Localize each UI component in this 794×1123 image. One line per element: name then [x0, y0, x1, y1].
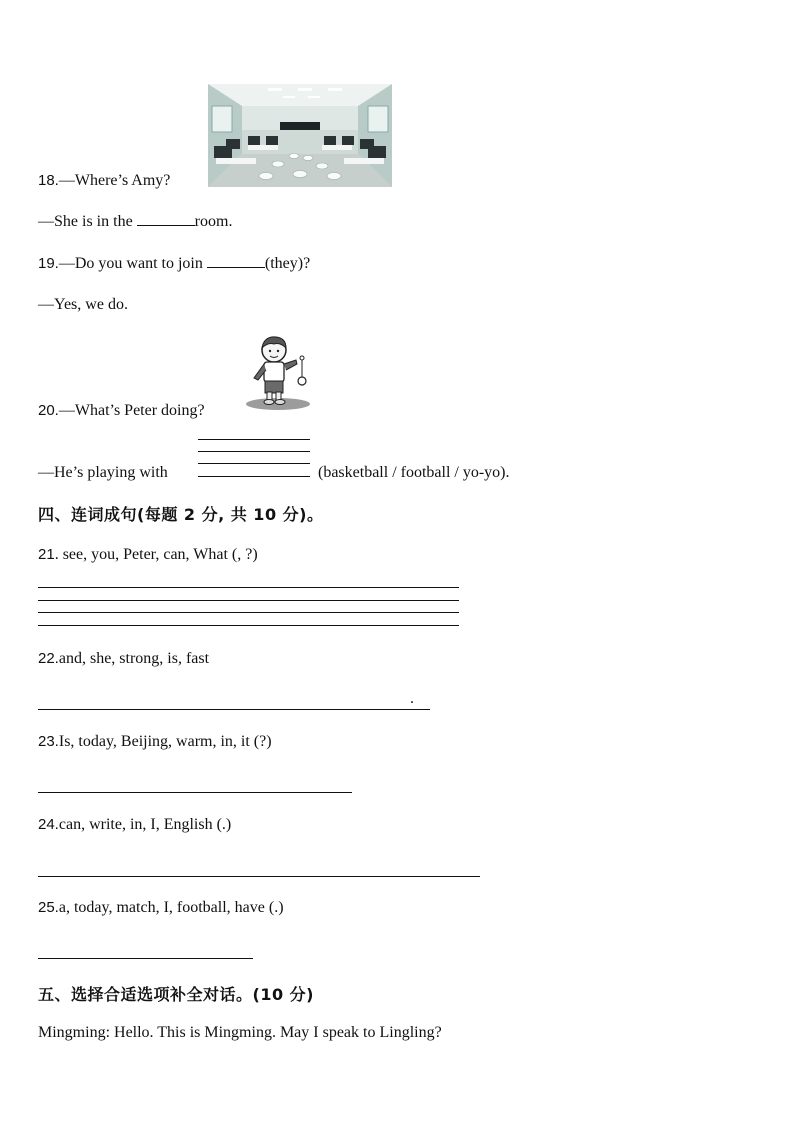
answer-20-prefix: —He’s playing with: [38, 464, 168, 481]
answer-line[interactable]: [38, 792, 352, 793]
question-words: Is, today, Beijing, warm, in, it (?): [58, 733, 272, 750]
question-23: [38, 733, 272, 751]
answer-line[interactable]: [38, 625, 459, 626]
answer-line[interactable]: [38, 958, 253, 959]
answer-line[interactable]: [198, 451, 310, 452]
answer-suffix: room.: [194, 213, 233, 230]
answer-line[interactable]: [198, 463, 310, 464]
boy-yoyo-image: [244, 334, 314, 412]
end-mark: .: [410, 690, 414, 707]
question-22: [38, 650, 209, 668]
question-suffix: (they)?: [264, 255, 311, 272]
answer-line[interactable]: [38, 876, 480, 877]
answer-text: —Yes, we do.: [38, 296, 128, 313]
section-4-title: 四、连词成句(每题 2 分, 共 10 分)。: [38, 505, 324, 524]
question-text: —Where’s Amy?: [58, 172, 171, 189]
answer-line[interactable]: [38, 587, 459, 588]
computer-room-image: [208, 84, 392, 187]
question-number: 19.: [38, 255, 59, 272]
question-number: 24.: [38, 816, 59, 833]
question-words: can, write, in, I, English (.): [58, 816, 232, 833]
answer-18: [38, 213, 232, 231]
question-19: [38, 255, 310, 273]
section-5-title: 五、选择合适选项补全对话。(10 分): [38, 985, 314, 1004]
question-text: —What’s Peter doing?: [58, 402, 205, 419]
question-18: [38, 172, 170, 190]
question-number: 23.: [38, 733, 59, 750]
answer-line[interactable]: [38, 709, 430, 710]
question-number: 25.: [38, 899, 59, 916]
question-words: and, she, strong, is, fast: [58, 650, 210, 667]
answer-prefix: —She is in the: [38, 213, 137, 230]
answer-line[interactable]: [198, 476, 310, 477]
question-number: 21: [38, 546, 55, 563]
question-number: 22.: [38, 650, 59, 667]
question-25: [38, 899, 284, 917]
question-words: a, today, match, I, football, have (.): [58, 899, 284, 916]
question-24: [38, 816, 231, 834]
question-prefix: —Do you want to join: [58, 255, 207, 272]
answer-19: [38, 296, 128, 314]
answer-line[interactable]: [38, 600, 459, 601]
answer-line[interactable]: [198, 439, 310, 440]
question-number: 20.: [38, 402, 59, 419]
answer-20-options: (basketball / football / yo-yo).: [318, 464, 510, 481]
question-21: [38, 546, 258, 564]
dialogue-line-1: Mingming: Hello. This is Mingming. May I speak to Lingling?: [38, 1024, 442, 1041]
question-number: 18.: [38, 172, 59, 189]
question-words: . see, you, Peter, can, What (, ?): [54, 546, 258, 563]
answer-line[interactable]: [38, 612, 459, 613]
answer-blank[interactable]: [137, 213, 195, 226]
answer-blank[interactable]: [207, 255, 265, 268]
question-20: [38, 402, 205, 420]
